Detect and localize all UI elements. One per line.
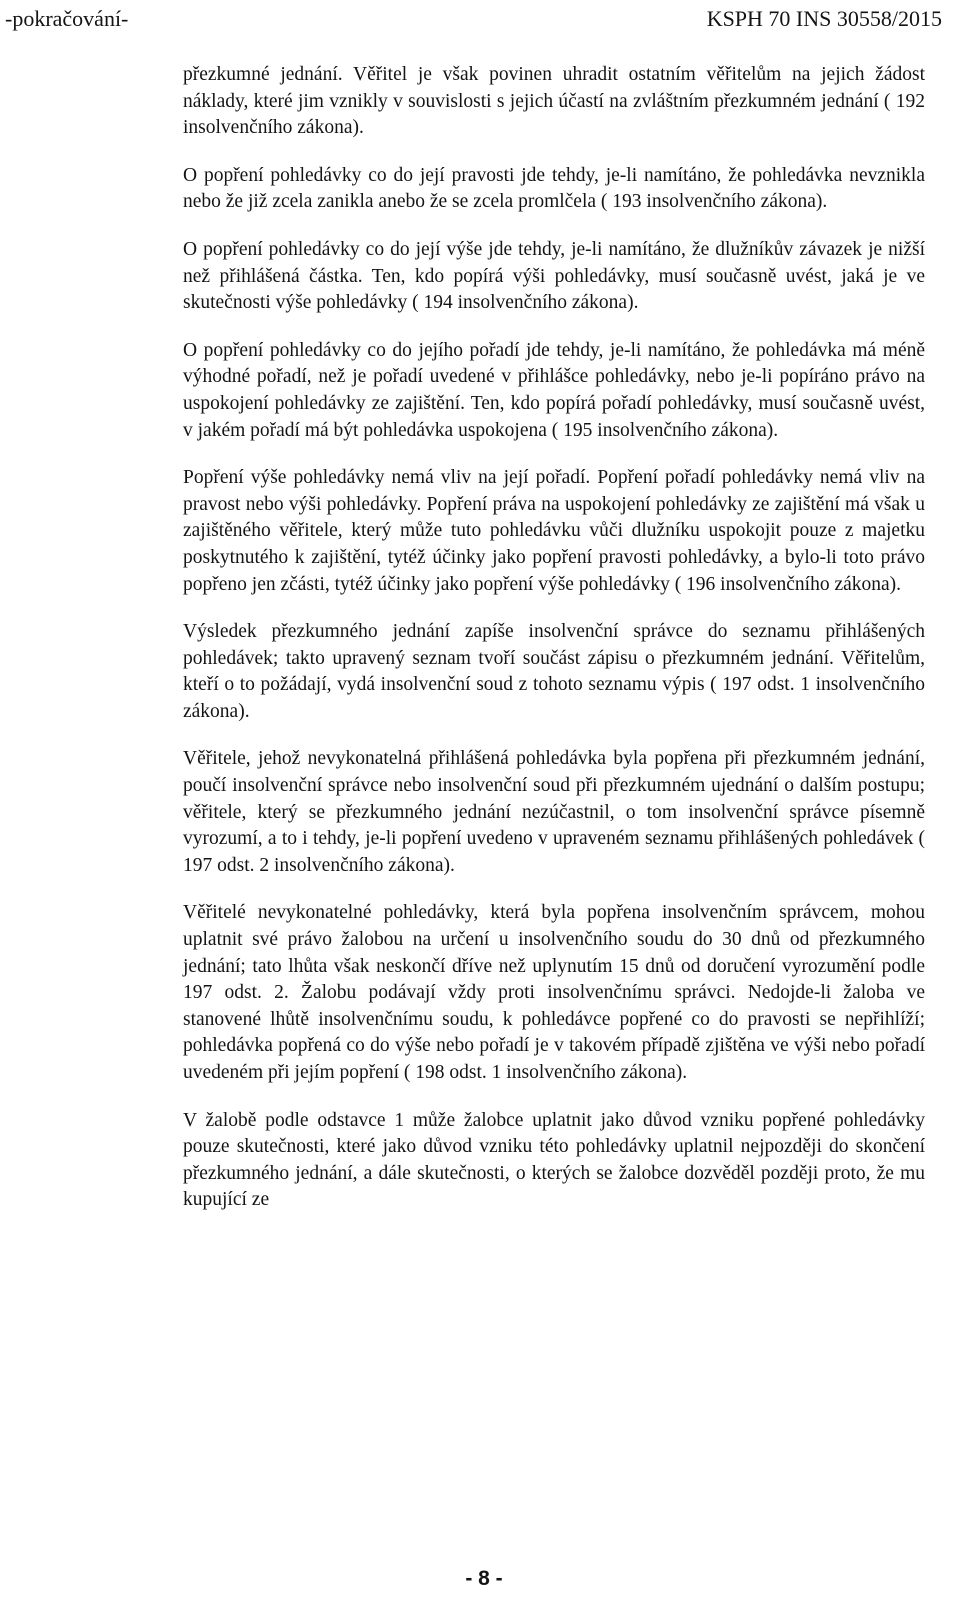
page-number: - 8 -: [465, 1567, 503, 1590]
paragraph: O popření pohledávky co do její pravosti jde tehdy, je-li namítáno, že pohledávka nevznikla nebo že již zcela zanikla anebo že se zcela promlčela ( 193 insolvenčního zákona).: [183, 164, 925, 213]
paragraph: přezkumné jednání. Věřitel je však povinen uhradit ostatním věřitelům na jejich žádost náklady, které jim vznikly v souvislosti s jejich účastí na zvláštním přezkumném jednání ( 192 insolvenčního zákona).: [183, 64, 925, 139]
continuation-label: -pokračování-: [5, 6, 129, 31]
paragraph: O popření pohledávky co do její výše jde tehdy, je-li namítáno, že dlužníkův závazek je nižší než přihlášená částka. Ten, kdo popírá výši pohledávky, musí současně uvést, jaká je ve skutečnosti výše pohledávky ( 194 insolvenčního zákona).: [183, 238, 925, 314]
document-body: [183, 62, 925, 1235]
paragraph: Výsledek přezkumného jednání zapíše insolvenční správce do seznamu přihlášených pohledávek; takto upravený seznam tvoří součást zápisu o přezkumném jednání. Věřitelům, kteří o to požádají, vydá insolvenční soud z tohoto seznamu výpis ( 197 odst. 1 insolvenčního zákona).: [183, 621, 925, 722]
paragraph: Věřitele, jehož nevykonatelná přihlášená pohledávka byla popřena při přezkumném jednání, poučí insolvenční správce nebo insolvenční soud při přezkumném ujednání o dalším postupu; věřitele, který se přezkumného jednání nezúčastnil, o tom insolvenční správce písemně vyrozumí, a to i tehdy, je-li popření uvedeno v upraveném seznamu přihlášených pohledávek ( 197 odst. 2 insolvenčního zákona).: [183, 748, 925, 876]
paragraph: O popření pohledávky co do jejího pořadí jde tehdy, je-li namítáno, že pohledávka má méně výhodné pořadí, než je pořadí uvedené v přihlášce pohledávky, nebo je-li popíráno právo na uspokojení pohledávky ze zajištění. Ten, kdo popírá pořadí pohledávky, musí současně uvést, v jakém pořadí má být pohledávka uspokojena ( 195 insolvenčního zákona).: [183, 339, 925, 441]
paragraph: Popření výše pohledávky nemá vliv na její pořadí. Popření pořadí pohledávky nemá vliv na pravost nebo výši pohledávky. Popření práva na uspokojení pohledávky ze zajištění má však u zajištěného věřitele, který může tuto pohledávku vůči dlužníku uspokojit pouze z majetku poskytnutého k zajištění, tytéž účinky jako popření pravosti pohledávky, a bylo-li toto právo popřeno jen zčásti, tytéž účinky jako popření výše pohledávky ( 196 insolvenčního zákona).: [183, 467, 925, 595]
page-header: [0, 4, 960, 38]
case-number: KSPH 70 INS 30558/2015: [706, 6, 942, 31]
paragraph: Věřitelé nevykonatelné pohledávky, která byla popřena insolvenčním správcem, mohou uplatnit své právo žalobou na určení u insolvenčního soudu do 30 dnů od přezkumného jednání; tato lhůta však neskončí dříve než uplynutím 15 dnů od doručení vyrozumění podle 197 odst. 2. Žalobu podávají vždy proti insolvenčnímu správci. Nedojde-li žaloba ve stanovené lhůtě insolvenčnímu soudu, k pohledávce popřené co do pravosti se nepřihlíží; pohledávka popřená co do výše nebo pořadí je v takovém případě zjištěna ve výši nebo pořadí uvedeném při jejím popření ( 198 odst. 1 insolvenčního zákona).: [183, 902, 925, 1083]
paragraph: V žalobě podle odstavce 1 může žalobce uplatnit jako důvod vzniku popřené pohledávky pouze skutečnosti, které jako důvod vzniku této pohledávky uplatnil nejpozději do skončení přezkumného jednání, a dále skutečnosti, o kterých se žalobce dozvěděl později proto, že mu kupující ze: [183, 1109, 925, 1211]
